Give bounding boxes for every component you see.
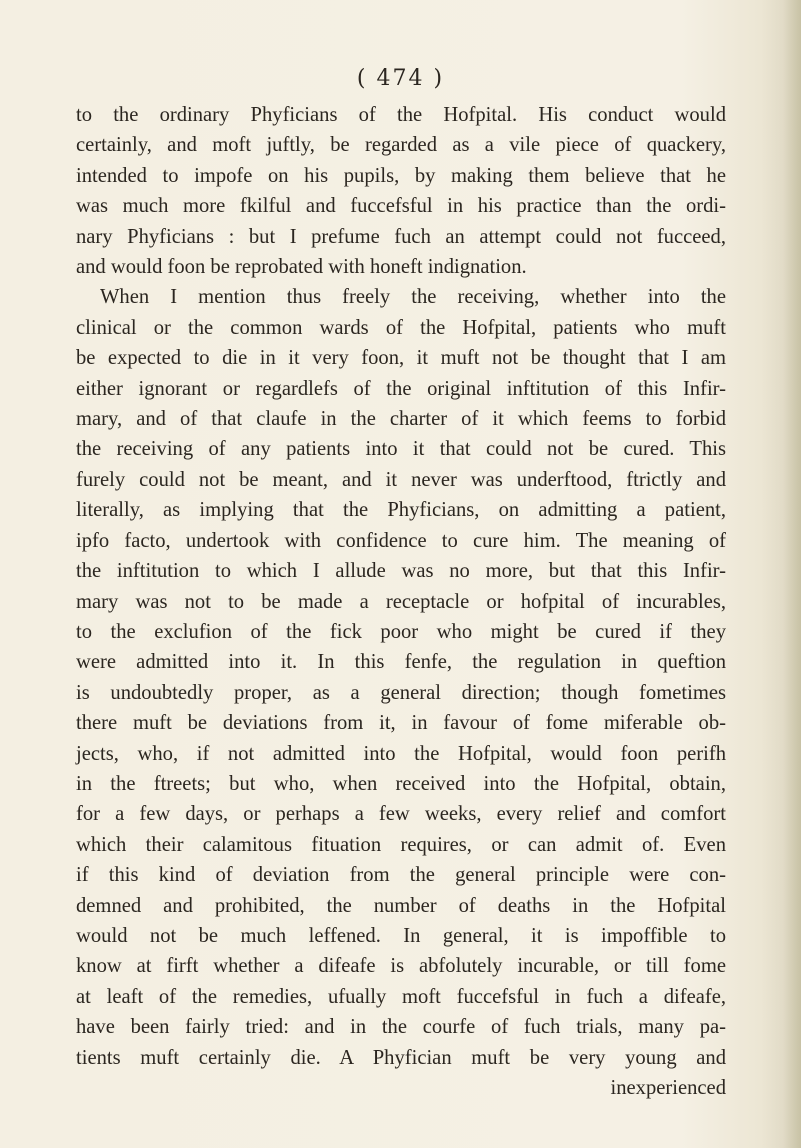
catchword: inexperienced	[610, 1077, 726, 1099]
text-line: be expected to die in it very foon, it muft not be thought that I am	[76, 347, 726, 370]
text-line: know at firft whether a difeafe is abfolutely incurable, or till fome	[76, 955, 726, 978]
text-line: is undoubtedly proper, as a general direction; though fometimes	[76, 681, 726, 704]
text-line: intended to impofe on his pupils, by making them believe that he	[76, 164, 726, 187]
text-line: ipfo facto, undertook with confidence to cure him. The meaning of	[76, 529, 726, 552]
text-line: the receiving of any patients into it that could not be cured. This	[76, 438, 726, 461]
text-line: to the ordinary Phyficians of the Hofpital. His conduct would	[76, 104, 726, 126]
text-line: there muft be deviations from it, in favour of fome miferable ob-	[76, 712, 726, 735]
text-line: which their calamitous fituation requires, or can admit of. Even	[76, 833, 726, 856]
text-line: jects, who, if not admitted into the Hofpital, would foon perifh	[76, 742, 726, 765]
text-line: have been fairly tried: and in the courfe of fuch trials, many pa-	[76, 1016, 726, 1039]
body-text	[76, 100, 726, 1103]
text-line: certainly, and moft juftly, be regarded as a vile piece of quackery,	[76, 134, 726, 157]
text-line: if this kind of deviation from the general principle were con-	[76, 864, 726, 887]
page-edge-shadow	[783, 0, 801, 1148]
text-line: mary, and of that claufe in the charter of it which feems to forbid	[76, 408, 726, 431]
text-line: in the ftreets; but who, when received into the Hofpital, obtain,	[76, 772, 726, 795]
text-line: was much more fkilful and fuccefsful in his practice than the ordi-	[76, 195, 726, 218]
text-line: at leaft of the remedies, ufually moft fuccefsful in fuch a difeafe,	[76, 985, 726, 1008]
text-line: demned and prohibited, the number of deaths in the Hofpital	[76, 894, 726, 917]
text-line: When I mention thus freely the receiving, whether into the	[100, 286, 726, 309]
text-line: and would foon be reprobated with honeft indignation.	[76, 256, 527, 279]
text-line: mary was not to be made a receptacle or hofpital of incurables,	[76, 590, 726, 613]
text-line: furely could not be meant, and it never was underftood, ftrictly and	[76, 468, 726, 491]
text-line: to the exclufion of the fick poor who might be cured if they	[76, 620, 726, 643]
text-line: literally, as implying that the Phyficians, on admitting a patient,	[76, 499, 726, 522]
text-line: clinical or the common wards of the Hofpital, patients who muft	[76, 316, 726, 339]
text-line: were admitted into it. In this fenfe, the regulation in queftion	[76, 651, 726, 674]
text-line: would not be much leffened. In general, it is impoffible to	[76, 924, 726, 947]
text-line: tients muft certainly die. A Phyfician muft be very young and	[76, 1046, 726, 1069]
page-number: ( 474 )	[356, 66, 445, 91]
text-line: nary Phyficians : but I prefume fuch an attempt could not fucceed,	[76, 225, 726, 248]
text-line: either ignorant or regardlefs of the original inftitution of this Infir-	[76, 377, 726, 400]
text-line: the inftitution to which I allude was no more, but that this Infir-	[76, 560, 726, 583]
text-line: for a few days, or perhaps a few weeks, every relief and comfort	[76, 803, 726, 826]
